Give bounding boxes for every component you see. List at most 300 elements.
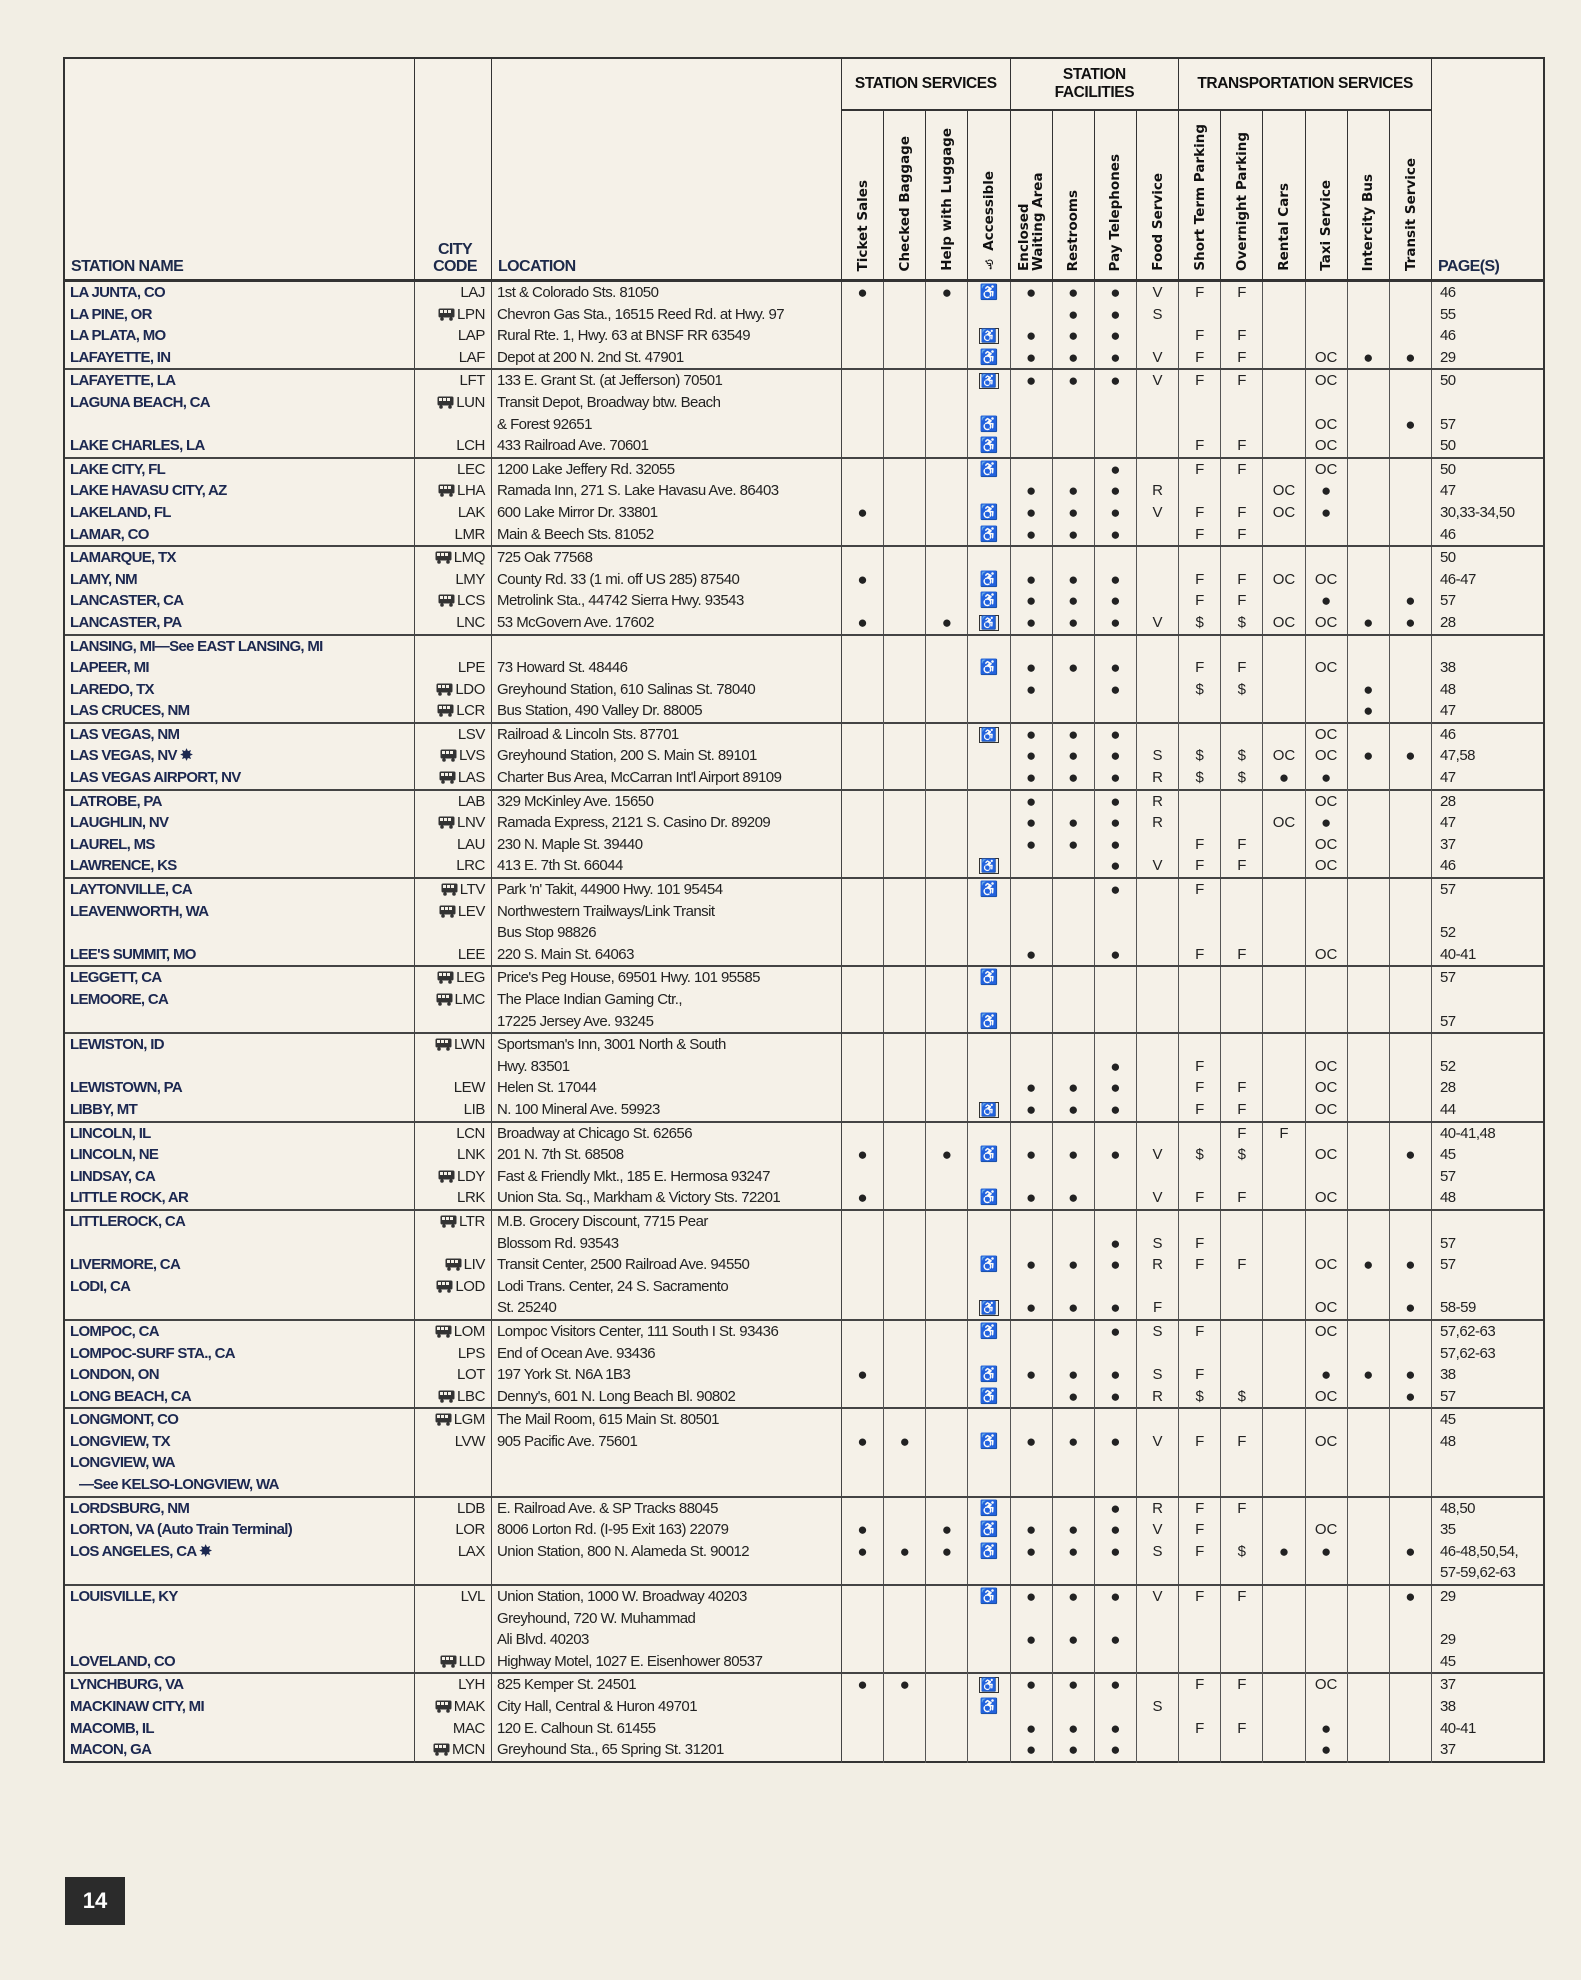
bus-icon <box>439 769 456 791</box>
service-cell-8 <box>1137 1452 1179 1474</box>
city-code-text: LOR <box>455 1521 485 1539</box>
service-cell-13 <box>1348 502 1390 524</box>
pages: 57-59,62-63 <box>1439 1564 1516 1582</box>
service-cell-8 <box>1137 700 1179 724</box>
station-name: LA PINE, OR <box>65 304 415 328</box>
service-cell-13 <box>1348 1629 1390 1651</box>
service-cell-14 <box>1390 325 1432 347</box>
group-transportation-services: TRANSPORTATION SERVICES <box>1179 59 1432 111</box>
location: 8006 Lorton Rd. (I-95 Exit 163) 22079 <box>492 1519 842 1541</box>
table-row <box>65 1386 1543 1408</box>
city-code <box>415 1276 492 1300</box>
location: Lodi Trans. Center, 24 S. Sacramento <box>492 1276 842 1300</box>
city-code-text: LSV <box>457 725 485 743</box>
service-cell-1 <box>842 524 884 546</box>
service-cell-3 <box>926 1674 968 1696</box>
header-column-label: Food Service <box>1149 173 1166 271</box>
service-cell-9 <box>1179 812 1221 836</box>
service-cell-4 <box>968 1233 1010 1255</box>
service-cell-10 <box>1221 1364 1263 1386</box>
service-cell-5: ● <box>1011 1541 1053 1563</box>
service-cell-13: ● <box>1348 612 1390 634</box>
service-cell-11: F <box>1263 1123 1305 1145</box>
service-cell-4 <box>968 1166 1010 1190</box>
service-cell-10 <box>1221 480 1263 504</box>
city-code-text: LMR <box>454 525 485 543</box>
accessible-boxed-icon: ♿ <box>980 373 998 389</box>
service-cell-3 <box>926 1498 968 1520</box>
service-cell-9: F <box>1179 1056 1221 1078</box>
city-code <box>415 1056 492 1078</box>
accessible-boxed-icon: ♿ <box>980 1101 998 1117</box>
pages: 45 <box>1439 1411 1456 1429</box>
service-cell-11 <box>1263 1187 1305 1209</box>
service-cell-3 <box>926 304 968 328</box>
location: 433 Railroad Ave. 70601 <box>492 435 842 457</box>
service-cell-4 <box>968 812 1010 836</box>
service-cell-9: F <box>1179 1718 1221 1740</box>
service-cell-2 <box>884 1498 926 1520</box>
service-cell-11: OC <box>1263 745 1305 769</box>
service-cell-9 <box>1179 1629 1221 1651</box>
station-group <box>65 791 1543 879</box>
service-cell-8 <box>1137 636 1179 658</box>
service-cell-10: F <box>1221 459 1263 481</box>
service-cell-10 <box>1221 1608 1263 1630</box>
city-code-text: LMQ <box>453 549 485 567</box>
service-cell-4 <box>968 1629 1010 1651</box>
station-name: LINDSAY, CA <box>65 1166 415 1190</box>
service-cell-14 <box>1390 901 1432 925</box>
service-cell-5: ● <box>1011 724 1053 746</box>
service-cell-2 <box>884 834 926 856</box>
service-cell-4 <box>968 1409 1010 1433</box>
city-code-text: LDY <box>457 1167 485 1185</box>
accessible-icon: ♿ <box>968 590 1010 614</box>
service-cell-12 <box>1306 1343 1348 1365</box>
service-cell-13: ● <box>1348 679 1390 703</box>
service-cell-1 <box>842 1123 884 1145</box>
station-name <box>65 1011 415 1033</box>
service-cell-11 <box>1263 1409 1305 1433</box>
service-cell-14 <box>1390 524 1432 546</box>
service-cell-2 <box>884 1166 926 1190</box>
service-cell-9: $ <box>1179 745 1221 769</box>
pages: 28 <box>1439 792 1456 810</box>
service-cell-2 <box>884 1343 926 1365</box>
service-cell-14: ● <box>1390 590 1432 614</box>
service-cell-3 <box>926 1343 968 1365</box>
station-name: LEWISTOWN, PA <box>65 1077 415 1099</box>
city-code <box>415 1321 492 1345</box>
station-group <box>65 547 1543 635</box>
table-row <box>65 791 1543 813</box>
header-column-2 <box>884 111 926 279</box>
service-cell-2 <box>884 1718 926 1740</box>
service-cell-12: OC <box>1306 1144 1348 1166</box>
service-cell-2 <box>884 657 926 679</box>
station-name <box>65 1297 415 1319</box>
pages: 38 <box>1439 1698 1456 1715</box>
accessible-icon: ♿ <box>968 459 1010 481</box>
service-cell-5: ● <box>1011 657 1053 679</box>
table-row <box>65 1321 1543 1343</box>
service-cell-3 <box>926 1099 968 1121</box>
city-code <box>415 1123 492 1145</box>
service-cell-12: ● <box>1306 1541 1348 1563</box>
service-cell-14 <box>1390 1651 1432 1675</box>
service-cell-10: $ <box>1221 1144 1263 1166</box>
service-cell-9 <box>1179 1123 1221 1145</box>
city-code <box>415 812 492 836</box>
service-cell-14: ● <box>1390 612 1432 634</box>
service-cell-14 <box>1390 282 1432 304</box>
service-cell-11 <box>1263 282 1305 304</box>
location: E. Railroad Ave. & SP Tracks 88045 <box>492 1498 842 1520</box>
service-cell-4 <box>968 1123 1010 1145</box>
city-code <box>415 679 492 703</box>
header-column-label: Pay Telephones <box>1107 153 1124 271</box>
service-cell-1 <box>842 370 884 392</box>
service-cell-5: ● <box>1011 502 1053 524</box>
service-cell-5: ● <box>1011 590 1053 614</box>
service-cell-12 <box>1306 304 1348 328</box>
table-row <box>65 724 1543 746</box>
service-cell-2 <box>884 1011 926 1033</box>
service-cell-6: ● <box>1053 612 1095 634</box>
service-cell-14 <box>1390 636 1432 658</box>
pages: 47 <box>1439 482 1456 500</box>
service-cell-11 <box>1263 879 1305 903</box>
service-cell-13 <box>1348 1608 1390 1630</box>
station-name: LEWISTON, ID <box>65 1034 415 1058</box>
service-cell-13 <box>1348 1276 1390 1300</box>
service-cell-7: ● <box>1095 834 1137 856</box>
city-code-text: LEV <box>457 902 485 920</box>
station-name <box>65 1608 415 1630</box>
pages: 57,62-63 <box>1439 1322 1496 1340</box>
station-name: LORTON, VA (Auto Train Terminal) <box>65 1519 415 1541</box>
service-cell-4 <box>968 370 1010 392</box>
service-cell-1 <box>842 325 884 347</box>
city-code-text: LEG <box>456 969 485 987</box>
service-cell-6: ● <box>1053 370 1095 392</box>
service-cell-7: ● <box>1095 370 1137 392</box>
table-row <box>65 1696 1543 1718</box>
city-code-text: LCS <box>457 592 485 610</box>
location: End of Ocean Ave. 93436 <box>492 1343 842 1365</box>
service-cell-8: V <box>1137 855 1179 877</box>
service-cell-1 <box>842 767 884 791</box>
service-cell-9 <box>1179 1034 1221 1058</box>
service-cell-1: ● <box>842 1187 884 1209</box>
header-location <box>492 59 842 279</box>
service-cell-13 <box>1348 834 1390 856</box>
table-row <box>65 1099 1543 1121</box>
location: Main & Beech Sts. 81052 <box>492 524 842 546</box>
service-cell-3 <box>926 1452 968 1474</box>
service-cell-6 <box>1053 1166 1095 1190</box>
service-cell-8 <box>1137 414 1179 436</box>
service-cell-2 <box>884 1187 926 1209</box>
service-cell-2 <box>884 967 926 991</box>
table-row <box>65 612 1543 634</box>
location: 133 E. Grant St. (at Jefferson) 70501 <box>492 370 842 392</box>
service-cell-2 <box>884 1452 926 1474</box>
city-code <box>415 1474 492 1496</box>
service-cell-13 <box>1348 1099 1390 1121</box>
service-cell-3: ● <box>926 612 968 634</box>
service-cell-11 <box>1263 679 1305 703</box>
service-cell-3 <box>926 657 968 679</box>
location: 201 N. 7th St. 68508 <box>492 1144 842 1166</box>
table-row <box>65 1739 1543 1761</box>
service-cell-1: ● <box>842 612 884 634</box>
table-row <box>65 590 1543 612</box>
service-cell-12: OC <box>1306 414 1348 436</box>
service-cell-1 <box>842 1608 884 1630</box>
service-cell-7 <box>1095 1696 1137 1720</box>
table-row <box>65 414 1543 436</box>
pages <box>1432 1034 1547 1058</box>
service-cell-1: ● <box>842 1519 884 1541</box>
service-cell-9 <box>1179 1409 1221 1433</box>
bus-icon <box>445 1256 462 1278</box>
service-cell-2 <box>884 879 926 903</box>
accessible-icon: ♿ <box>968 1321 1010 1345</box>
station-name: LEAVENWORTH, WA <box>65 901 415 925</box>
service-cell-5: ● <box>1011 1431 1053 1453</box>
header-column-9 <box>1179 111 1221 279</box>
service-cell-6 <box>1053 392 1095 416</box>
service-cell-10: F <box>1221 1187 1263 1209</box>
service-cell-13 <box>1348 1144 1390 1166</box>
station-name: —See KELSO-LONGVIEW, WA <box>65 1474 415 1496</box>
accessible-icon: ♿ <box>968 282 1010 304</box>
service-cell-3 <box>926 392 968 416</box>
service-cell-7 <box>1095 1409 1137 1433</box>
accessible-icon: ♿ <box>968 347 1010 369</box>
service-cell-6: ● <box>1053 1541 1095 1563</box>
service-cell-4 <box>968 1739 1010 1763</box>
city-code-text: LTV <box>459 881 485 899</box>
service-cell-4 <box>968 1474 1010 1496</box>
service-cell-8 <box>1137 1056 1179 1078</box>
table-row <box>65 1541 1543 1563</box>
city-code-text: LMY <box>455 570 485 588</box>
service-cell-13 <box>1348 1586 1390 1608</box>
service-cell-10: $ <box>1221 679 1263 703</box>
pages: 46 <box>1439 725 1456 743</box>
service-cell-10: F <box>1221 1099 1263 1121</box>
service-cell-13 <box>1348 1233 1390 1255</box>
pages: 44 <box>1439 1100 1456 1118</box>
service-cell-3 <box>926 679 968 703</box>
pages: 47 <box>1439 769 1456 787</box>
service-cell-14 <box>1390 1034 1432 1058</box>
service-cell-5: ● <box>1011 1364 1053 1386</box>
city-code <box>415 414 492 436</box>
header-column-label: Enclosed Waiting Area <box>1016 172 1047 271</box>
service-cell-10 <box>1221 1233 1263 1255</box>
service-cell-7 <box>1095 1011 1137 1033</box>
service-cell-6 <box>1053 547 1095 571</box>
service-cell-6 <box>1053 1608 1095 1630</box>
station-name: LAS CRUCES, NM <box>65 700 415 724</box>
pages: 57 <box>1439 415 1456 433</box>
service-cell-3 <box>926 1386 968 1410</box>
service-cell-1 <box>842 1321 884 1345</box>
station-name: LAYTONVILLE, CA <box>65 879 415 903</box>
service-cell-8: R <box>1137 812 1179 836</box>
service-cell-8: V <box>1137 1431 1179 1453</box>
service-cell-9: F <box>1179 1187 1221 1209</box>
service-cell-4 <box>968 989 1010 1013</box>
service-cell-14 <box>1390 700 1432 724</box>
service-cell-8 <box>1137 967 1179 991</box>
service-cell-6: ● <box>1053 1144 1095 1166</box>
table-body <box>65 282 1543 1761</box>
service-cell-14: ● <box>1390 1297 1432 1319</box>
station-name: LAFAYETTE, IN <box>65 347 415 369</box>
service-cell-5 <box>1011 547 1053 571</box>
service-cell-4 <box>968 612 1010 634</box>
service-cell-7 <box>1095 636 1137 658</box>
service-cell-1 <box>842 967 884 991</box>
service-cell-14 <box>1390 1718 1432 1740</box>
service-cell-5 <box>1011 435 1053 457</box>
service-cell-12: ● <box>1306 502 1348 524</box>
city-code-text: LRC <box>456 857 485 875</box>
city-code <box>415 1343 492 1365</box>
service-cell-1 <box>842 657 884 679</box>
table-row <box>65 636 1543 658</box>
service-cell-12 <box>1306 524 1348 546</box>
table-row <box>65 1608 1543 1630</box>
service-cell-12 <box>1306 392 1348 416</box>
service-cell-8 <box>1137 1629 1179 1651</box>
service-cell-14 <box>1390 1629 1432 1651</box>
service-cell-10 <box>1221 901 1263 925</box>
header-column-label: Intercity Bus <box>1360 173 1377 271</box>
service-cell-1 <box>842 679 884 703</box>
city-code-text: LGM <box>453 1411 485 1429</box>
service-cell-7: ● <box>1095 1629 1137 1651</box>
service-cell-3 <box>926 700 968 724</box>
service-cell-3: ● <box>926 1519 968 1541</box>
bus-icon <box>435 1411 452 1433</box>
service-cell-8 <box>1137 989 1179 1013</box>
service-cell-9 <box>1179 1011 1221 1033</box>
accessible-icon: ♿ <box>968 1586 1010 1608</box>
service-cell-10 <box>1221 967 1263 991</box>
header-column-7 <box>1095 111 1137 279</box>
service-cell-7: ● <box>1095 1099 1137 1121</box>
service-cell-3 <box>926 1123 968 1145</box>
table-row <box>65 502 1543 524</box>
bus-icon <box>438 306 455 328</box>
service-cell-3 <box>926 1056 968 1078</box>
service-cell-10: F <box>1221 590 1263 614</box>
service-cell-13 <box>1348 1519 1390 1541</box>
service-cell-1 <box>842 1011 884 1033</box>
location: 905 Pacific Ave. 75601 <box>492 1431 842 1453</box>
service-cell-10: F <box>1221 834 1263 856</box>
service-cell-5 <box>1011 1696 1053 1720</box>
service-cell-6 <box>1053 989 1095 1013</box>
service-cell-2 <box>884 392 926 416</box>
location: Hwy. 83501 <box>492 1056 842 1078</box>
service-cell-4 <box>968 547 1010 571</box>
location: Price's Peg House, 69501 Hwy. 101 95585 <box>492 967 842 991</box>
location: Metrolink Sta., 44742 Sierra Hwy. 93543 <box>492 590 842 614</box>
station-name: LOVELAND, CO <box>65 1651 415 1675</box>
service-cell-7: ● <box>1095 590 1137 614</box>
service-cell-6 <box>1053 1562 1095 1584</box>
service-cell-10 <box>1221 1409 1263 1433</box>
header-station-name-label: STATION NAME <box>71 258 184 275</box>
service-cell-2 <box>884 944 926 966</box>
service-cell-9 <box>1179 901 1221 925</box>
table-row <box>65 812 1543 834</box>
service-cell-9: F <box>1179 1541 1221 1563</box>
service-cell-10: F <box>1221 1254 1263 1278</box>
service-cell-2: ● <box>884 1674 926 1696</box>
city-code-text: LMC <box>454 991 485 1008</box>
station-name: MACOMB, IL <box>65 1718 415 1740</box>
service-cell-8 <box>1137 1077 1179 1099</box>
station-name: LITTLE ROCK, AR <box>65 1187 415 1209</box>
station-group <box>65 459 1543 547</box>
header-column-label: Transit Service <box>1402 157 1419 271</box>
service-cell-13 <box>1348 944 1390 966</box>
service-cell-14 <box>1390 1498 1432 1520</box>
station-name: MACON, GA <box>65 1739 415 1763</box>
city-code <box>415 347 492 369</box>
service-cell-7 <box>1095 1343 1137 1365</box>
service-cell-6: ● <box>1053 1386 1095 1410</box>
service-cell-12: OC <box>1306 1519 1348 1541</box>
bus-icon <box>438 814 455 836</box>
service-cell-13: ● <box>1348 347 1390 369</box>
city-code <box>415 524 492 546</box>
table-row <box>65 901 1543 923</box>
bus-icon <box>440 1213 457 1235</box>
service-cell-7: ● <box>1095 1321 1137 1345</box>
service-cell-7: ● <box>1095 1386 1137 1410</box>
service-cell-11 <box>1263 1674 1305 1696</box>
service-cell-1 <box>842 1233 884 1255</box>
pages: 58-59 <box>1439 1299 1476 1317</box>
bus-icon <box>437 394 454 416</box>
service-cell-1 <box>842 636 884 658</box>
service-cell-12: OC <box>1306 1099 1348 1121</box>
service-cell-12 <box>1306 879 1348 903</box>
service-cell-11 <box>1263 1651 1305 1675</box>
service-cell-6: ● <box>1053 569 1095 591</box>
header-column-14 <box>1390 111 1432 279</box>
service-cell-10: F <box>1221 1431 1263 1453</box>
service-cell-6 <box>1053 1056 1095 1078</box>
service-cell-1: ● <box>842 1431 884 1453</box>
service-cell-11 <box>1263 1562 1305 1584</box>
pages: 35 <box>1439 1521 1456 1539</box>
service-cell-5: ● <box>1011 944 1053 966</box>
service-cell-12 <box>1306 679 1348 703</box>
table-row <box>65 1166 1543 1188</box>
city-code <box>415 1364 492 1386</box>
service-cell-12: OC <box>1306 459 1348 481</box>
